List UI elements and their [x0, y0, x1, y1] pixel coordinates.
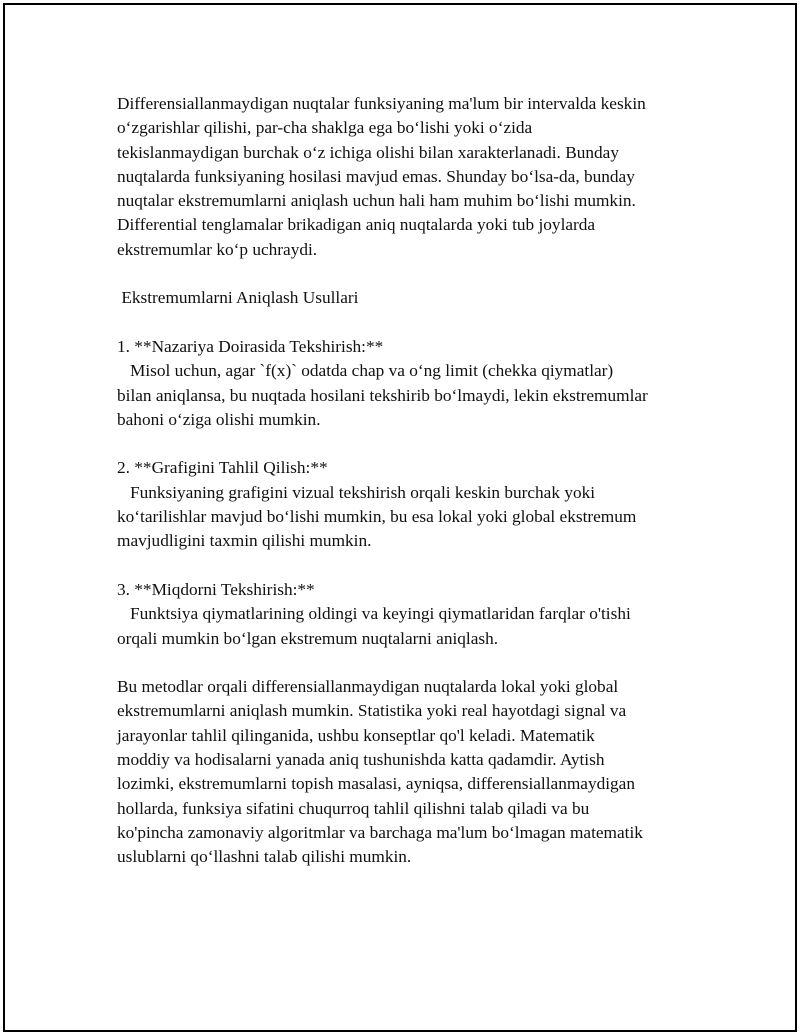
- text-line: Bu metodlar orqali differensiallanmaydigan nuqtalarda lokal yoki global: [117, 677, 619, 697]
- text-line: ekstremumlar ko‘p uchraydi.: [117, 239, 318, 259]
- text-line: bahoni o‘ziga olishi mumkin.: [117, 409, 321, 429]
- text-line: o‘zgarishlar qilishi, par-cha shaklga ega bo‘lishi yoki o‘zida: [117, 118, 533, 138]
- method-item-1: [117, 335, 697, 432]
- text-line: bilan aniqlansa, bu nuqtada hosilani tekshirib bo‘lmaydi, lekin ekstremumlar: [117, 385, 648, 405]
- method-item-3: [117, 578, 697, 651]
- text-line: mavjudligini taxmin qilishi mumkin.: [117, 531, 372, 551]
- text-line: Misol uchun, agar `f(x)` odatda chap va o‘ng limit (chekka qiymatlar): [117, 361, 614, 381]
- document-body: [117, 92, 697, 870]
- paragraph-gap: [117, 311, 697, 335]
- method-item-2: [117, 456, 697, 553]
- text-line: nuqtalar ekstremumlarni aniqlash uchun hali ham muhim bo‘lishi mumkin.: [117, 191, 636, 211]
- paragraph-gap: [117, 262, 697, 286]
- text-line: hollarda, funksiya sifatini chuqurroq tahlil qilishni talab qiladi va bu: [117, 798, 590, 818]
- text-line: jarayonlar tahlil qilinganida, ushbu konseptlar qo'l keladi. Matematik: [117, 725, 595, 745]
- paragraph-gap: [117, 432, 697, 456]
- paragraph-gap: [117, 554, 697, 578]
- text-line: uslublarni qo‘llashni talab qilishi mumkin.: [117, 847, 412, 867]
- text-line: orqali mumkin bo‘lgan ekstremum nuqtalarni aniqlash.: [117, 628, 499, 648]
- intro-paragraph: [117, 92, 697, 262]
- text-line: Funktsiya qiymatlarining oldingi va keyingi qiymatlaridan farqlar o'tishi: [117, 604, 631, 624]
- text-line: lozimki, ekstremumlarni topish masalasi, ayniqsa, differensiallanmaydigan: [117, 774, 635, 794]
- method-title: 3. **Miqdorni Tekshirish:**: [117, 579, 315, 599]
- method-title: 2. **Grafigini Tahlil Qilish:**: [117, 458, 328, 478]
- text-line: Funksiyaning grafigini vizual tekshirish orqali keskin burchak yoki: [117, 482, 596, 502]
- text-line: Differential tenglamalar brikadigan aniq nuqtalarda yoki tub joylarda: [117, 215, 596, 235]
- text-line: nuqtalarda funksiyaning hosilasi mavjud emas. Shunday bo‘lsa-da, bunday: [117, 166, 635, 186]
- text-line: ko'pincha zamonaviy algoritmlar va barchaga ma'lum bo‘lmagan matematik: [117, 822, 643, 842]
- text-line: tekislanmaydigan burchak o‘z ichiga olishi bilan xarakterlanadi. Bunday: [117, 142, 619, 162]
- text-line: Differensiallanmaydigan nuqtalar funksiyaning ma'lum bir intervalda keskin: [117, 94, 646, 113]
- method-title: 1. **Nazariya Doirasida Tekshirish:**: [117, 336, 384, 356]
- conclusion-paragraph: [117, 675, 697, 869]
- section-heading: Ekstremumlarni Aniqlash Usullari: [117, 288, 359, 308]
- text-line: ko‘tarilishlar mavjud bo‘lishi mumkin, bu esa lokal yoki global ekstremum: [117, 507, 637, 527]
- text-line: ekstremumlarni aniqlash mumkin. Statistika yoki real hayotdagi signal va: [117, 701, 627, 721]
- paragraph-gap: [117, 651, 697, 675]
- text-line: moddiy va hodisalarni yanada aniq tushunishda katta qadamdir. Aytish: [117, 750, 605, 770]
